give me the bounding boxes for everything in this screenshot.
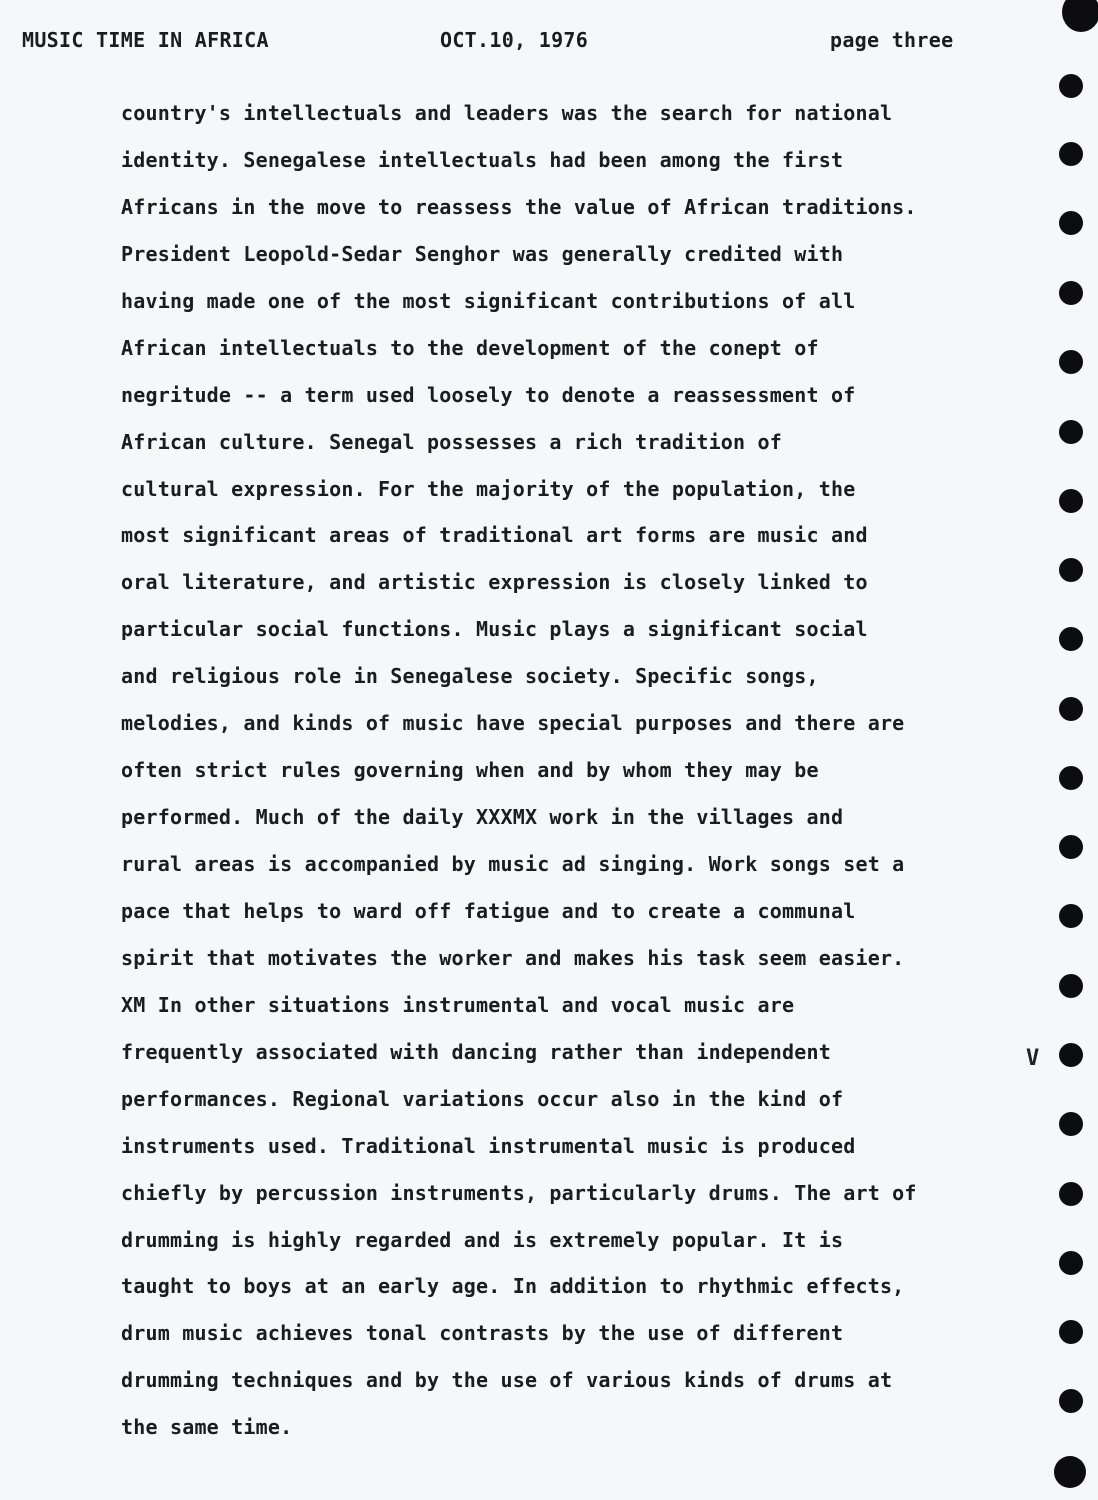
text-line: drumming techniques and by the use of various kinds of drums at xyxy=(121,1368,893,1393)
body-text xyxy=(121,96,1051,1457)
text-line: particular social functions. Music plays a significant social xyxy=(121,617,868,642)
punch-hole-icon xyxy=(1059,350,1083,374)
punch-hole-icon xyxy=(1059,904,1083,928)
text-line: drum music achieves tonal contrasts by the use of different xyxy=(121,1321,844,1346)
text-line: and religious role in Senegalese society. Specific songs, xyxy=(121,664,819,689)
punch-hole-icon xyxy=(1059,974,1083,998)
punch-hole-icon xyxy=(1059,1320,1083,1344)
text-line: having made one of the most significant contributions of all xyxy=(121,288,856,313)
punch-hole-icon xyxy=(1059,1112,1083,1136)
punch-hole-icon xyxy=(1059,697,1083,721)
punch-hole-icon xyxy=(1059,627,1083,651)
text-line: often strict rules governing when and by whom they may be xyxy=(121,758,819,783)
text-line: oral literature, and artistic expression is closely linked to xyxy=(121,570,868,595)
punch-hole-icon xyxy=(1054,1456,1086,1488)
text-line: most significant areas of traditional art forms are music and xyxy=(121,523,868,548)
text-line: XM In other situations instrumental and vocal music are xyxy=(121,992,795,1017)
text-line: chiefly by percussion instruments, particularly drums. The art of xyxy=(121,1180,917,1205)
text-line: spirit that motivates the worker and makes his task seem easier. xyxy=(121,945,905,970)
text-line: Africans in the move to reassess the value of African traditions. xyxy=(121,194,917,219)
punch-hole-icon xyxy=(1059,1251,1083,1275)
text-line: instruments used. Traditional instrumental music is produced xyxy=(121,1133,856,1158)
punch-hole-icon xyxy=(1059,835,1083,859)
margin-check-mark: V xyxy=(1026,1046,1040,1071)
punch-hole-icon xyxy=(1059,766,1083,790)
punch-hole-icon xyxy=(1059,74,1083,98)
punch-hole-icon xyxy=(1059,211,1083,235)
punch-hole-icon xyxy=(1059,558,1083,582)
text-line: performances. Regional variations occur also in the kind of xyxy=(121,1086,844,1111)
punch-hole-icon xyxy=(1059,281,1083,305)
punch-hole-icon xyxy=(1059,1389,1083,1413)
text-line: African culture. Senegal possesses a rich tradition of xyxy=(121,429,783,454)
text-line: country's intellectuals and leaders was the search for national xyxy=(121,101,893,125)
text-line: African intellectuals to the development of the conept of xyxy=(121,335,819,360)
punch-hole-icon xyxy=(1059,142,1083,166)
punch-hole-icon xyxy=(1059,1182,1083,1206)
text-line: the same time. xyxy=(121,1415,293,1440)
punch-hole-icon xyxy=(1059,1043,1083,1067)
text-line: frequently associated with dancing rather than independent xyxy=(121,1039,831,1064)
page-header xyxy=(0,28,1098,62)
header-title: MUSIC TIME IN AFRICA xyxy=(22,28,269,52)
text-line: rural areas is accompanied by music ad singing. Work songs set a xyxy=(121,852,905,876)
text-line: taught to boys at an early age. In addition to rhythmic effects, xyxy=(121,1274,905,1299)
text-line: negritude -- a term used loosely to denote a reassessment of xyxy=(121,382,856,407)
punch-hole-icon xyxy=(1059,420,1083,444)
header-page-number: page three xyxy=(830,28,954,52)
header-date: OCT.10, 1976 xyxy=(440,28,589,52)
text-line: drumming is highly regarded and is extremely popular. It is xyxy=(121,1227,844,1252)
text-line: melodies, and kinds of music have special purposes and there are xyxy=(121,711,905,736)
text-line: President Leopold-Sedar Senghor was generally credited with xyxy=(121,241,844,266)
text-line: pace that helps to ward off fatigue and to create a communal xyxy=(121,898,856,923)
text-line: performed. Much of the daily XXXMX work in the villages and xyxy=(121,805,844,830)
punch-hole-icon xyxy=(1059,489,1083,513)
text-line: cultural expression. For the majority of the population, the xyxy=(121,476,856,501)
text-line: identity. Senegalese intellectuals had been among the first xyxy=(121,147,844,172)
